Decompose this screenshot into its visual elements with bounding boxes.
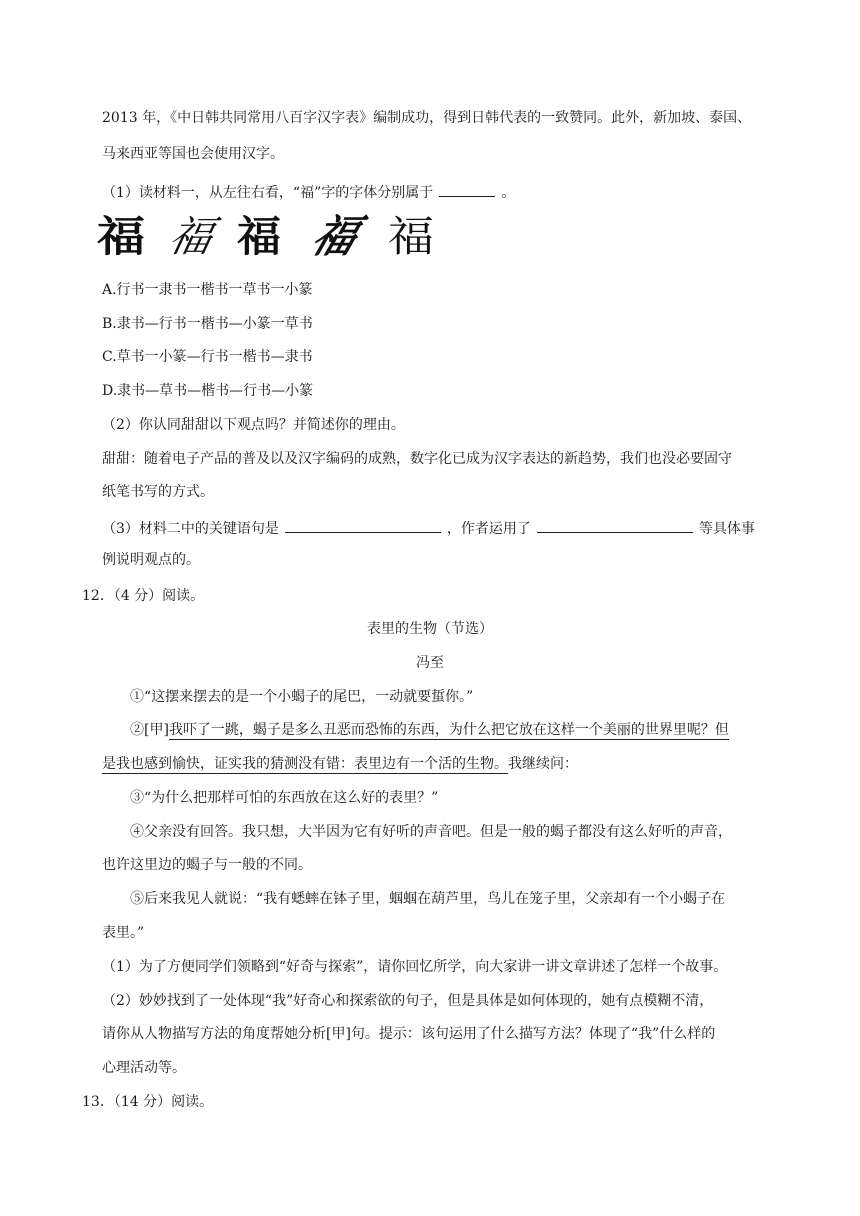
question-11-3-line-2: 例说明观点的。 xyxy=(102,552,200,568)
fu-glyph-4: 福 xyxy=(305,210,365,263)
paragraph-2-line-2 xyxy=(102,754,578,774)
answer-blank[interactable] xyxy=(439,181,495,197)
option-b[interactable]: B.隶书—行书一楷书—小篆一草书 xyxy=(102,316,313,332)
paragraph-5-line-1: ⑤后来我见人就说：“我有蟋蟀在钵子里，蝈蝈在葫芦里，鸟儿在笼子里，父亲却有一个小蝎子在 xyxy=(130,891,726,907)
material-line-2: 马来西亚等国也会使用汉字。 xyxy=(102,146,284,162)
fu-glyph-3: 福 xyxy=(236,212,282,261)
question-12-header: 12．（4 分）阅读。 xyxy=(82,588,205,604)
question-11-3 xyxy=(102,517,755,539)
question-12-1: （1）为了方便同学们领略到“好奇与探索”，请你回忆所学，向大家讲一讲文章讲述了怎样一个故事。 xyxy=(102,959,728,975)
paragraph-2-rest: 我继续问： xyxy=(508,756,578,772)
paragraph-4-line-2: 也许这里边的蝎子与一般的不同。 xyxy=(102,857,312,873)
passage-title: 表里的生物（节选） xyxy=(367,621,493,637)
view-line-2: 纸笔书写的方式。 xyxy=(102,484,214,500)
question-11-1-suffix: 。 xyxy=(501,185,516,201)
question-11-3-part1: （3）材料二中的关键语句是 xyxy=(102,521,279,537)
material-line-1: 2013 年，《中日韩共同常用八百字汉字表》编制成功，得到日韩代表的一致赞同。此外，新加坡、泰国、 xyxy=(102,110,752,126)
paragraph-1: ①“这摆来摆去的是一个小蝎子的尾巴，一动就要蜇你。” xyxy=(130,689,474,705)
question-12-2-line-3: 心理活动等。 xyxy=(102,1060,186,1076)
option-d[interactable]: D.隶书—草书—楷书—行书—小篆 xyxy=(102,383,314,399)
option-a[interactable]: A.行书一隶书一楷书一草书一小篆 xyxy=(102,282,313,298)
calligraphy-fu-image xyxy=(96,210,450,266)
question-12-2-line-2: 请你从人物描写方法的角度帮她分析[甲]句。提示：该句运用了什么描写方法？体现了“我”什么样的 xyxy=(102,1026,716,1042)
question-11-1-text: （1）读材料一，从左往右看，“福”字的字体分别属于 xyxy=(102,185,434,201)
paragraph-5-line-2: 表里。” xyxy=(102,925,145,941)
question-13-header: 13．（14 分）阅读。 xyxy=(82,1094,214,1110)
view-line-1: 甜甜：随着电子产品的普及以及汉字编码的成熟，数字化已成为汉字表达的新趋势，我们也没必要固守 xyxy=(102,451,732,467)
jia-marker: ②[甲] xyxy=(130,722,169,738)
key-sentence-blank[interactable] xyxy=(285,517,441,533)
question-11-3-part2: ，作者运用了 xyxy=(446,521,531,537)
question-12-2-line-1: （2）妙妙找到了一处体现“我”好奇心和探索欲的句子，但是具体是如何体现的，她有点模糊不清， xyxy=(102,993,714,1009)
jia-sentence-part-2: 是我也感到愉快，证实我的猜测没有错：表里边有一个活的生物。 xyxy=(102,756,508,772)
fu-glyph-2: 福 xyxy=(164,212,218,261)
paragraph-4-line-1: ④父亲没有回答。我只想，大半因为它有好听的声音吧。但是一般的蝎子都没有这么好听的声音， xyxy=(130,824,732,840)
fu-glyph-5: 福 xyxy=(387,212,435,261)
jia-sentence-part-1: 我吓了一跳，蝎子是多么丑恶而恐怖的东西，为什么把它放在这样一个美丽的世界里呢？但 xyxy=(168,722,729,738)
option-c[interactable]: C.草书一小篆—行书一楷书—隶书 xyxy=(102,349,313,365)
question-11-3-part3: 等具体事 xyxy=(698,521,755,537)
paragraph-2-line-1 xyxy=(130,720,729,740)
paragraph-3: ③“为什么把那样可怕的东西放在这么好的表里？” xyxy=(130,790,439,806)
question-11-2: （2）你认同甜甜以下观点吗？并简述你的理由。 xyxy=(102,417,405,433)
fu-glyph-1: 福 xyxy=(96,212,146,261)
question-11-1 xyxy=(102,181,515,203)
passage-author: 冯至 xyxy=(416,655,444,671)
examples-blank[interactable] xyxy=(537,517,693,533)
